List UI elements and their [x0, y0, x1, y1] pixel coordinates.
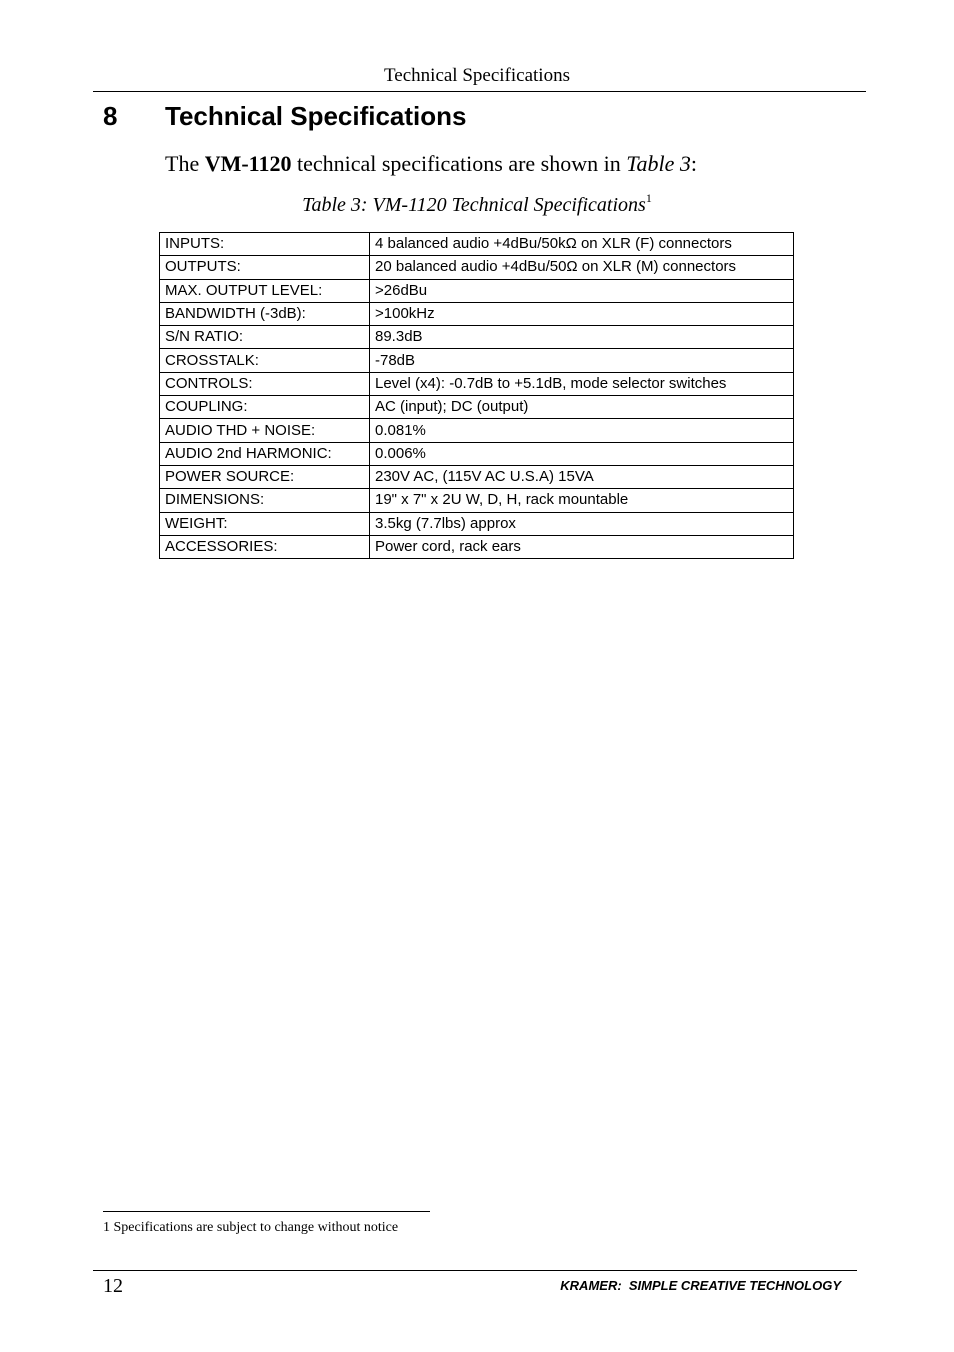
table-row	[160, 535, 794, 558]
table-row	[160, 233, 794, 256]
header-rule	[93, 91, 866, 92]
spec-value: 3.5kg (7.7lbs) approx	[370, 512, 794, 535]
spec-value: Level (x4): -0.7dB to +5.1dB, mode selector switches	[370, 372, 794, 395]
spec-label: POWER SOURCE:	[160, 465, 370, 488]
spec-label: COUPLING:	[160, 396, 370, 419]
table-row	[160, 442, 794, 465]
intro-table-ref: Table 3	[626, 151, 691, 176]
table-row	[160, 372, 794, 395]
spec-value: 0.006%	[370, 442, 794, 465]
table-row	[160, 256, 794, 279]
table-row	[160, 396, 794, 419]
spec-label: S/N RATIO:	[160, 326, 370, 349]
intro-prefix: The	[165, 151, 205, 176]
spec-label: OUTPUTS:	[160, 256, 370, 279]
intro-middle: technical specifications are shown in	[291, 151, 627, 176]
spec-value: 0.081%	[370, 419, 794, 442]
spec-value: -78dB	[370, 349, 794, 372]
footer-rule	[93, 1270, 857, 1271]
table-caption-text: Table 3: VM-1120 Technical Specifications	[302, 194, 646, 216]
spec-value: 19" x 7" x 2U W, D, H, rack mountable	[370, 489, 794, 512]
footnote: 1 Specifications are subject to change without notice	[103, 1220, 399, 1235]
spec-value: Power cord, rack ears	[370, 535, 794, 558]
table-row	[160, 326, 794, 349]
spec-label: BANDWIDTH (-3dB):	[160, 302, 370, 325]
spec-value: 4 balanced audio +4dBu/50kΩ on XLR (F) connectors	[370, 233, 794, 256]
table-row	[160, 489, 794, 512]
table-row	[160, 419, 794, 442]
spec-value: AC (input); DC (output)	[370, 396, 794, 419]
section-title: Technical Specifications	[165, 101, 467, 131]
intro-model: VM-1120	[204, 151, 292, 176]
spec-label: CROSSTALK:	[160, 349, 370, 372]
spec-value: >26dBu	[370, 279, 794, 302]
footer-brand: KRAMER: SIMPLE CREATIVE TECHNOLOGY	[560, 1278, 841, 1293]
section-heading	[103, 100, 467, 132]
spec-label: MAX. OUTPUT LEVEL:	[160, 279, 370, 302]
spec-label: AUDIO 2nd HARMONIC:	[160, 442, 370, 465]
spec-label: CONTROLS:	[160, 372, 370, 395]
footnote-marker: 1	[645, 191, 652, 205]
table-row	[160, 465, 794, 488]
spec-label: INPUTS:	[160, 233, 370, 256]
specs-table	[159, 232, 794, 559]
spec-value: 89.3dB	[370, 326, 794, 349]
table-caption	[0, 192, 954, 218]
spec-value: >100kHz	[370, 302, 794, 325]
spec-label: ACCESSORIES:	[160, 535, 370, 558]
page-number: 12	[103, 1275, 123, 1297]
running-header: Technical Specifications	[384, 65, 570, 86]
intro-suffix: :	[690, 151, 697, 176]
table-row	[160, 349, 794, 372]
footnote-rule	[103, 1211, 430, 1212]
table-row	[160, 512, 794, 535]
specs-table-body	[160, 233, 794, 559]
section-number: 8	[103, 101, 118, 131]
spec-value: 20 balanced audio +4dBu/50Ω on XLR (M) connectors	[370, 256, 794, 279]
intro-paragraph	[165, 150, 697, 178]
spec-label: WEIGHT:	[160, 512, 370, 535]
spec-label: AUDIO THD + NOISE:	[160, 419, 370, 442]
spec-label: DIMENSIONS:	[160, 489, 370, 512]
spec-value: 230V AC, (115V AC U.S.A) 15VA	[370, 465, 794, 488]
table-row	[160, 279, 794, 302]
table-row	[160, 302, 794, 325]
